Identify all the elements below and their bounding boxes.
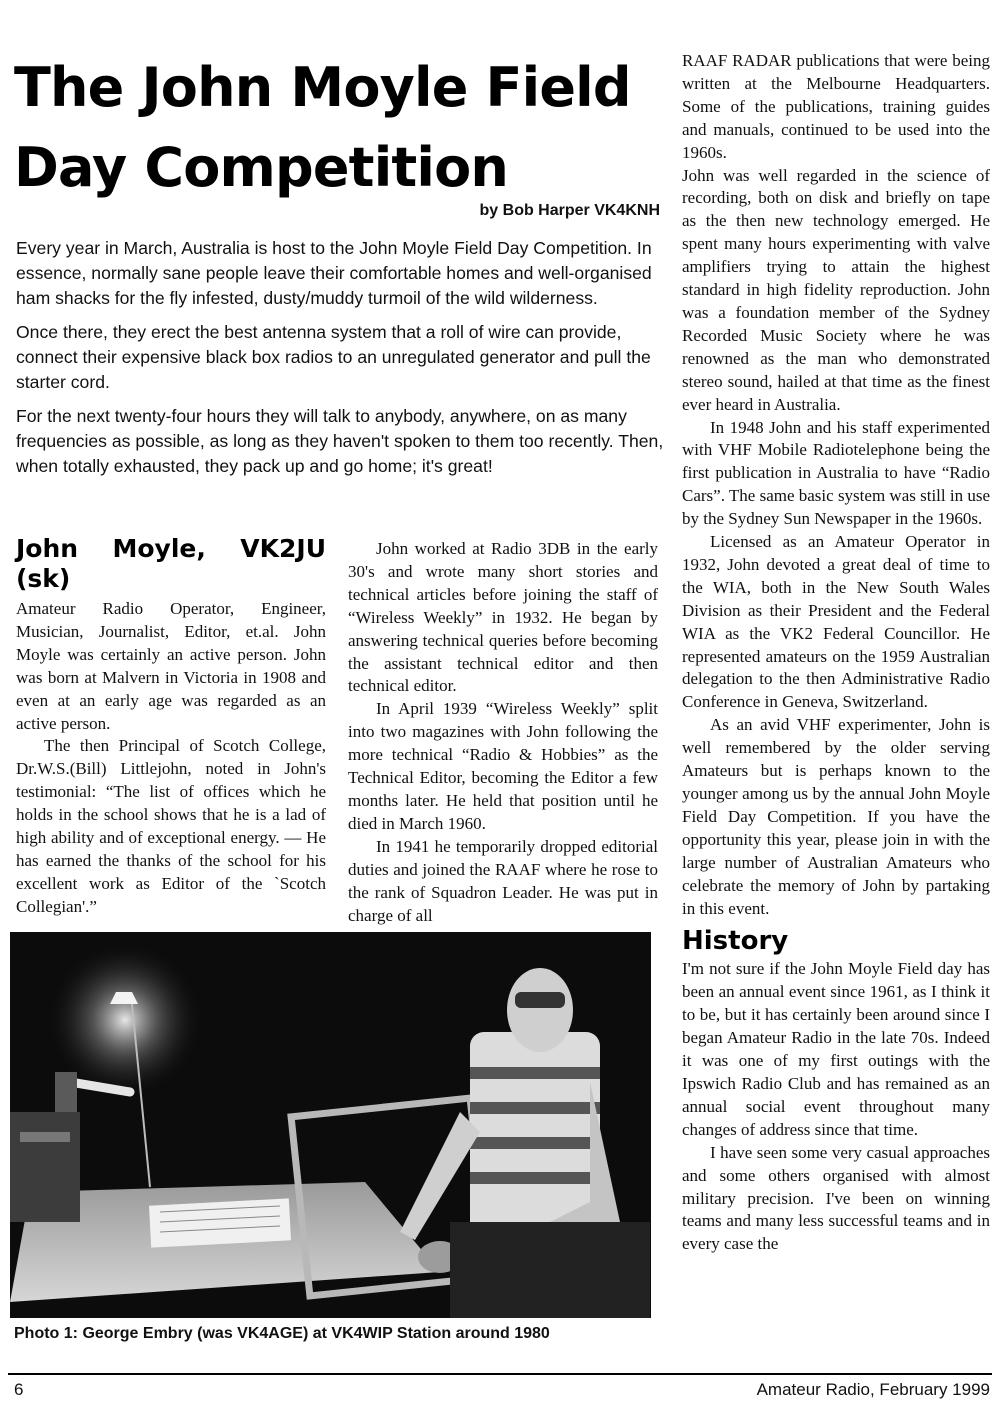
section-heading-history: History (682, 926, 789, 957)
column-1 (16, 534, 326, 919)
intro-text (16, 236, 664, 488)
intro-paragraph: Once there, they erect the best antenna system that a roll of wire can provide, connect their expensive black box radios to an unregulated generator and pull the starter cord. (16, 322, 651, 392)
body-paragraph: Amateur Radio Operator, Engineer, Musician, Journalist, Editor, et.al. John Moyle was certainly an active person. John was born at Malvern in Victoria in 1908 and even at an early age was regarded as an active person. (16, 599, 326, 733)
body-paragraph: In 1941 he temporarily dropped editorial duties and joined the RAAF where he rose to the rank of Squadron Leader. He was put in charge of all (348, 836, 658, 925)
byline: by Bob Harper VK4KNH (479, 202, 660, 219)
body-paragraph: In 1948 John and his staff experimented with VHF Mobile Radiotelephone being the first publication in Australia to have “Radio Cars”. The same basic system was still in use by the Sydney Sun Newspaper in the 1960s. (682, 417, 990, 529)
body-paragraph: I'm not sure if the John Moyle Field day has been an annual event since 1961, as I think it to be, but it has certainly been around since I began Amateur Radio in the late 70s. Indeed it was one of my first outings with the Ipswich Radio Club and has remained as an annual social event throughout many changes of address since that time. (682, 959, 990, 1139)
intro-paragraph: For the next twenty-four hours they will talk to anybody, anywhere, on as many frequencies as possible, as long as they haven't spoken to them too recently. Then, when totally exhausted, they pack up and go home; it's great! (16, 406, 664, 476)
photo-illustration (10, 932, 651, 1318)
title-line-2: Day Competition (14, 136, 509, 199)
body-paragraph: As an avid VHF experimenter, John is well remembered by the older serving Amateurs but is perhaps known to the younger among us by the annual John Moyle Field Day Competition. If you have the opportunity this year, please join in with the large number of Australian Amateurs who celebrate the memory of John by partaking in this event. (682, 715, 990, 918)
body-paragraph: The then Principal of Scotch College, Dr.W.S.(Bill) Littlejohn, noted in John's testimonial: “The list of offices which he holds in the school shows that he is a lad of high ability and of exceptional energy. — He has earned the thanks of the school for his excellent work as Editor of the `Scotch Collegian'.” (16, 736, 326, 916)
body-paragraph: RAAF RADAR publications that were being written at the Melbourne Headquarters. Some of the publications, training guides and manuals, continued to be used into the 1960s. (682, 51, 990, 162)
body-paragraph: I have seen some very casual approaches and some others organised with almost military precision. I've been on winning teams and many less successful teams and in every case the (682, 1142, 990, 1254)
photo-caption: Photo 1: George Embry (was VK4AGE) at VK4WIP Station around 1980 (14, 1325, 550, 1342)
intro-paragraph: Every year in March, Australia is host to the John Moyle Field Day Competition. In essence, normally sane people leave their comfortable homes and well-organised ham shacks for the fly infested, dusty/muddy turmoil of the wild wilderness. (16, 238, 652, 308)
body-paragraph: In April 1939 “Wireless Weekly” split into two magazines with John following the more technical “Radio & Hobbies” as the Technical Editor, becoming the Editor a few months later. He held that position until he died in March 1960. (348, 699, 658, 833)
article-title (14, 48, 662, 208)
publication-footer: Amateur Radio, February 1999 (756, 1380, 990, 1399)
body-paragraph: Licensed as an Amateur Operator in 1932, John devoted a great deal of time to the WIA, both in the New South Wales Division as their President and the Federal WIA as the VK2 Federal Councillor. He represented amateurs on the 1959 Australian delegation to the then Administrative Radio Conference in Geneva, Switzerland. (682, 532, 990, 712)
column-3 (682, 50, 990, 1256)
footer-rule (8, 1373, 992, 1375)
station-photo (10, 932, 651, 1318)
page-number: 6 (14, 1380, 24, 1399)
column-2 (348, 538, 658, 927)
body-paragraph: John worked at Radio 3DB in the early 30's and wrote many short stories and technical articles before joining the staff of “Wireless Weekly” in 1932. He began by answering technical queries before becoming the assistant technical editor and then technical editor. (348, 539, 658, 696)
section-heading-john-moyle: John Moyle, VK2JU (sk) (16, 534, 326, 593)
body-paragraph: John was well regarded in the science of recording, both on disk and briefly on tape as the then new technology emerged. He spent many hours experimenting with valve amplifiers trying to attain the highest standard in high fidelity reproduction. John was a foundation member of the Sydney Recorded Music Society where he was renowned as the man who demonstrated stereo sound, hailed at that time as the finest ever heard in Australia. (682, 165, 990, 414)
title-line-1: The John Moyle Field (14, 56, 631, 119)
